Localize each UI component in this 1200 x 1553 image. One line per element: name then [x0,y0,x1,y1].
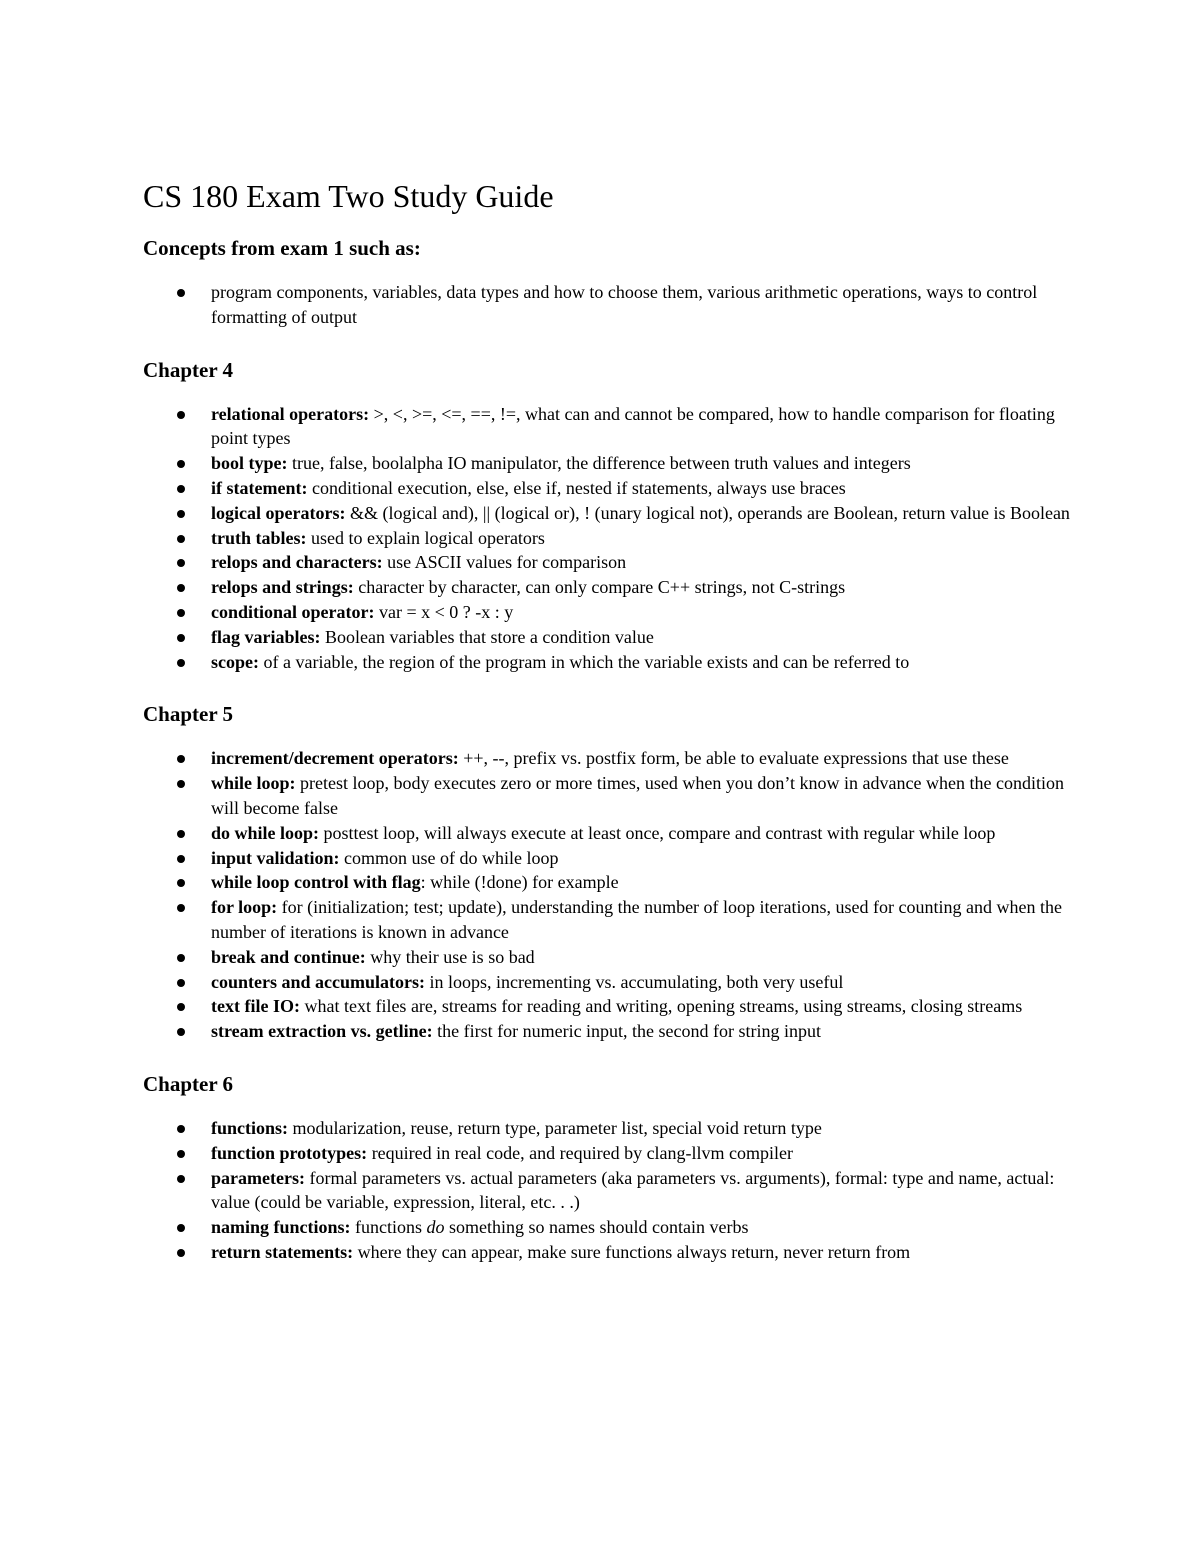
list-item [143,945,1073,970]
bullet-icon [177,855,185,863]
item-term: text file IO: [211,996,300,1017]
item-text: common use of do while loop [339,847,559,868]
bullet-icon [177,1125,185,1133]
item-text: required in real code, and required by clang-llvm compiler [367,1142,794,1163]
list-item [143,451,1073,476]
bullet-icon [177,559,185,567]
item-text: && (logical and), || (logical or), ! (unary logical not), operands are Boolean, return value is Boolean [345,502,1070,523]
section-heading: Chapter 5 [143,702,234,727]
page-title: CS 180 Exam Two Study Guide [143,178,554,214]
bullet-icon [177,1028,185,1036]
list-item [143,1116,1073,1141]
list-item [143,994,1073,1019]
item-term: increment/decrement operators: [211,748,459,769]
list-item [143,402,1073,452]
item-text: the first for numeric input, the second for string input [432,1021,822,1042]
bullet-icon [177,780,185,788]
item-term: break and continue: [211,946,366,967]
bullet-list [143,746,1073,1044]
bullet-icon [177,659,185,667]
list-item [143,625,1073,650]
bullet-icon [177,1249,185,1257]
document-page [143,176,1073,1291]
list-item [143,1215,1073,1240]
item-term: relops and characters: [211,552,383,573]
item-term: if statement: [211,477,308,498]
section-heading: Chapter 6 [143,1071,234,1096]
item-term: flag variables: [211,626,321,647]
item-term: functions: [211,1117,289,1138]
bullet-icon [177,411,185,419]
list-item [143,1166,1073,1216]
item-term: scope: [211,651,259,672]
bullet-list [143,1116,1073,1265]
list-item [143,1141,1073,1166]
item-term: return statements: [211,1241,354,1262]
item-text: : while (!done) for example [420,872,619,893]
item-term: naming functions: [211,1217,351,1238]
bullet-icon [177,584,185,592]
item-text-continued: something so names should contain verbs [444,1217,749,1238]
list-item [143,600,1073,625]
item-term: while loop: [211,773,296,794]
list-item [143,821,1073,846]
item-emphasis: do [426,1217,445,1238]
item-text: var = x < 0 ? -x : y [374,601,514,622]
bullet-icon [177,535,185,543]
list-item [143,846,1073,871]
item-term: input validation: [211,847,340,868]
item-text: >, <, >=, <=, ==, !=, what can and cannot be compared, how to handle comparison for floating point types [211,403,1055,449]
bullet-list [143,280,1073,330]
bullet-icon [177,755,185,763]
item-text: where they can appear, make sure functions always return, never return from [353,1241,911,1262]
item-text: functions [350,1217,427,1238]
item-term: stream extraction vs. getline: [211,1021,433,1042]
item-text: modularization, reuse, return type, parameter list, special void return type [288,1117,822,1138]
item-text: character by character, can only compare C++ strings, not C-strings [353,577,846,598]
item-text: in loops, incrementing vs. accumulating, both very useful [425,971,844,992]
item-text: posttest loop, will always execute at least once, compare and contrast with regular while loop [319,822,996,843]
section-heading: Chapter 4 [143,357,234,382]
bullet-icon [177,830,185,838]
item-text: why their use is so bad [365,946,535,967]
bullet-icon [177,1224,185,1232]
list-item [143,1019,1073,1044]
item-text: of a variable, the region of the program in which the variable exists and can be referred to [259,651,910,672]
bullet-icon [177,979,185,987]
item-term: relational operators: [211,403,370,424]
list-item [143,550,1073,575]
list-item [143,526,1073,551]
list-item [143,970,1073,995]
bullet-icon [177,485,185,493]
bullet-icon [177,1175,185,1183]
item-term: relops and strings: [211,577,354,598]
item-term: parameters: [211,1167,305,1188]
item-text: true, false, boolalpha IO manipulator, the difference between truth values and integers [287,453,911,474]
item-term: do while loop: [211,822,320,843]
list-item [143,1240,1073,1265]
list-item [143,895,1073,945]
bullet-icon [177,879,185,887]
item-text: formal parameters vs. actual parameters (aka parameters vs. arguments), formal: type and name, actual: value (could be variable, expression, literal, etc. . .) [211,1167,1055,1213]
bullet-icon [177,289,185,297]
list-item [143,280,1073,330]
bullet-icon [177,609,185,617]
bullet-list [143,402,1073,675]
list-item [143,650,1073,675]
bullet-icon [177,1003,185,1011]
bullet-icon [177,904,185,912]
bullet-icon [177,1150,185,1158]
item-term: function prototypes: [211,1142,368,1163]
item-text: used to explain logical operators [306,527,545,548]
bullet-icon [177,510,185,518]
item-term: logical operators: [211,502,346,523]
item-text: for (initialization; test; update), understanding the number of loop iterations, used for counting and when the number of iterations is known in advance [211,897,1062,942]
item-text: pretest loop, body executes zero or more times, used when you don’t know in advance when the condition will become false [211,773,1064,818]
item-text: ++, --, prefix vs. postfix form, be able to evaluate expressions that use these [458,748,1009,769]
sections-container [143,234,1073,1265]
bullet-icon [177,954,185,962]
item-term: counters and accumulators: [211,971,425,992]
section-heading: Concepts from exam 1 such as: [143,236,421,260]
item-term: bool type: [211,453,288,474]
bullet-icon [177,460,185,468]
item-text: what text files are, streams for reading and writing, opening streams, using streams, closing streams [299,996,1023,1017]
item-term: while loop control with flag [211,872,421,893]
list-item [143,771,1073,821]
list-item [143,746,1073,771]
item-text: use ASCII values for comparison [382,552,627,573]
item-term: truth tables: [211,527,307,548]
list-item [143,476,1073,501]
item-term: conditional operator: [211,601,375,622]
list-item [143,501,1073,526]
item-text: program components, variables, data types and how to choose them, various arithmetic operations, ways to control formatting of output [211,282,1038,327]
bullet-icon [177,634,185,642]
item-text: Boolean variables that store a condition value [320,626,654,647]
item-term: for loop: [211,897,278,918]
list-item [143,575,1073,600]
item-text: conditional execution, else, else if, nested if statements, always use braces [307,477,846,498]
list-item [143,870,1073,895]
